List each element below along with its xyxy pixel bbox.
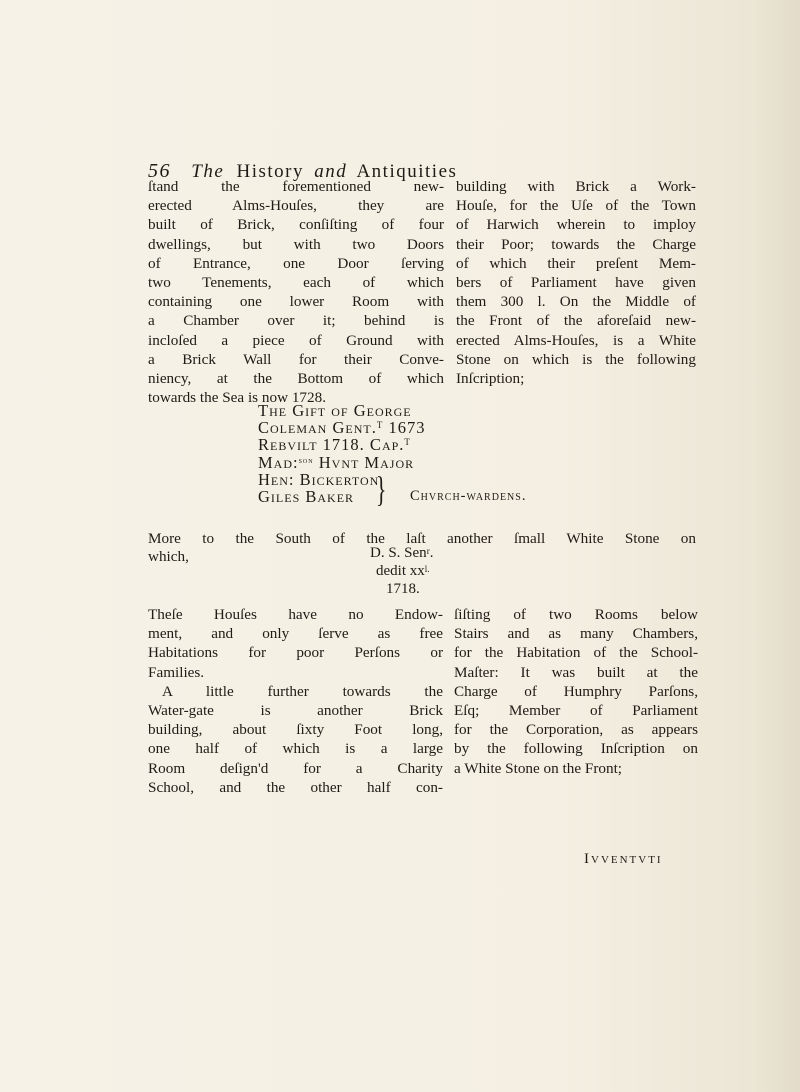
text-line: two Tenements, each of which: [148, 273, 444, 291]
text-line: Theſe Houſes have no Endow-: [148, 606, 443, 623]
inscription-line: Mad:$^{son}$ Hvnt Major: [258, 452, 415, 472]
text-line: for the Habitation of the School-: [454, 644, 698, 662]
text-line: incloſed a piece of Ground with: [148, 331, 444, 349]
text-line: niency, at the Bottom of which: [148, 369, 444, 387]
text-line: their Poor; towards the Charge: [456, 235, 696, 253]
text-line: ſiſting of two Rooms below: [454, 606, 698, 623]
header-antiquities: Antiquities: [356, 161, 458, 182]
text-line: a Chamber over it; behind is: [148, 312, 444, 330]
inscription-line: dedit $xx^{l.}$: [376, 563, 430, 579]
inscription-block: [258, 401, 718, 510]
text-line: Eſq; Member of Parliament: [454, 701, 698, 719]
left-column-top: [148, 177, 444, 407]
text-line: More to the South of the laſt another ſmall White Stone on: [148, 530, 696, 547]
text-line: Stone on which is the following: [456, 350, 696, 368]
text-line: of which their preſent Mem-: [456, 254, 696, 272]
text-line: which,: [148, 548, 189, 565]
inscription-line: Giles Baker } Chvrch-wardens.: [258, 469, 527, 510]
header-history: History: [236, 161, 304, 182]
inscription-line: 1718.: [386, 581, 420, 597]
right-column-top: [456, 177, 696, 388]
inscription-line: Coleman Gent.$^T$ 1673: [258, 418, 426, 438]
text-line: Inſcription;: [456, 369, 525, 387]
header-and: and: [314, 161, 348, 182]
text-line: ment, and only ſerve as free: [148, 625, 443, 643]
text-line: by the following Inſcription on: [454, 740, 698, 758]
page-number: 56: [148, 160, 171, 182]
text-line: ſtand the forementioned new-: [148, 178, 444, 195]
text-line: built of Brick, conſiſting of four: [148, 216, 444, 234]
text-line: them 300 l. On the Middle of: [456, 293, 696, 311]
text-line: a White Stone on the Front;: [454, 759, 623, 777]
text-line: Habitations for poor Perſons or: [148, 644, 443, 662]
text-line: of Entrance, one Door ſerving: [148, 254, 444, 272]
text-line: a Brick Wall for their Conve-: [148, 350, 444, 368]
church-wardens-label: Chvrch-wardens.: [410, 488, 527, 505]
text-line: containing one lower Room with: [148, 293, 444, 311]
text-line: A little further towards the: [162, 682, 443, 700]
right-column-bottom: [454, 605, 698, 778]
inscription-line: Hen: Bickerton: [258, 469, 380, 489]
text-line: towards the Sea is now 1728.: [148, 389, 327, 407]
text-line: one half of which is a large: [148, 740, 443, 758]
text-line: Charge of Humphry Parſons,: [454, 682, 698, 700]
text-line: building, about ſixty Foot long,: [148, 721, 443, 739]
text-line: erected Alms-Houſes, they are: [148, 197, 444, 215]
brace-glyph: }: [376, 469, 387, 510]
text-line: bers of Parliament have given: [456, 273, 696, 291]
text-line: Maſter: It was built at the: [454, 663, 698, 681]
text-line: Houſe, for the Uſe of the Town: [456, 197, 696, 215]
text-line: building with Brick a Work-: [456, 178, 696, 195]
inscription-line: D. S. Sen$^r$.: [370, 545, 434, 561]
text-line: for the Corporation, as appears: [454, 721, 698, 739]
text-line: of Harwich wherein to imploy: [456, 216, 696, 234]
text-line: erected Alms-Houſes, is a White: [456, 331, 696, 349]
left-column-bottom: [148, 605, 443, 797]
text-line: School, and the other half con-: [148, 778, 443, 796]
text-line: Water-gate is another Brick: [148, 701, 443, 719]
inscription-line: The Gift of George: [258, 401, 412, 420]
text-line: dwellings, but with two Doors: [148, 235, 444, 253]
second-inscription: [370, 544, 433, 598]
text-line: Stairs and as many Chambers,: [454, 625, 698, 643]
inscription-line: Rebvilt 1718. Cap.$^T$: [258, 435, 411, 455]
text-line: Families.: [148, 663, 205, 681]
header-the: The: [191, 161, 225, 182]
catchword: Ivventvti: [584, 851, 663, 867]
text-line: the Front of the aforeſaid new-: [456, 312, 696, 330]
text-line: Room deſign'd for a Charity: [148, 759, 443, 777]
